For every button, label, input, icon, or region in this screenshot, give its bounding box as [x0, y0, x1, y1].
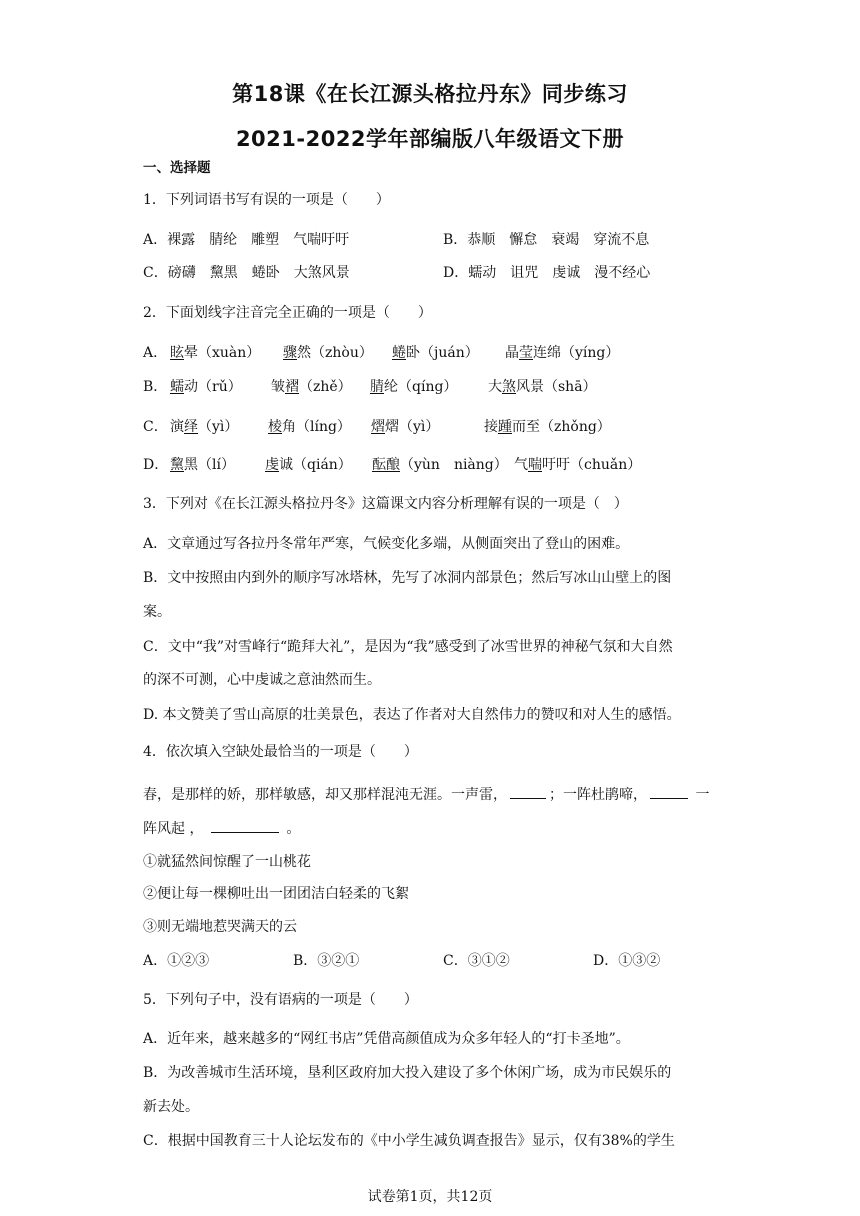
- q2-a-item: 骤然（zhòu）: [283, 345, 373, 361]
- q2-b-item: 蠕动（rǔ）: [170, 379, 242, 395]
- fill-blank: [650, 784, 688, 799]
- q1-option-c: C．磅礴 黧黑 蜷卧 大煞风景: [143, 265, 350, 281]
- q4-sentence-1: ①就猛然间惊醒了一山桃花: [143, 854, 311, 870]
- fill-blank: [211, 818, 279, 833]
- q1-option-a: A．裸露 腈纶 雕塑 气喘吁吁: [143, 232, 350, 248]
- q3-option-c: C．文中“我”对雪峰行“跪拜大礼”，是因为“我”感受到了冰雪世界的神秘气氛和大自然: [143, 639, 673, 655]
- q2-a-item: 眩晕（xuàn）: [170, 345, 261, 361]
- question-1-stem: 1．下列词语书写有误的一项是（ ）: [143, 192, 390, 208]
- q2-a-item: 晶莹连绵（yíng）: [505, 345, 620, 361]
- q1-option-d: D．蠕动 诅咒 虔诚 漫不经心: [443, 265, 651, 281]
- q2-option-a-label: A．: [143, 345, 168, 361]
- q4-sentence-3: ③则无端地惹哭满天的云: [143, 919, 297, 935]
- q4-option-c: C．③①②: [443, 953, 510, 969]
- fill-blank: [510, 784, 546, 799]
- q2-c-item: 演绎（yì）: [170, 419, 239, 435]
- q2-b-item: 大煞风景（shā）: [488, 379, 597, 395]
- q1-option-b: B．恭顺 懈怠 衰竭 穿流不息: [443, 232, 650, 248]
- q3-option-a: A．文章通过写各拉丹冬常年严寒，气候变化多端，从侧面突出了登山的困难。: [143, 536, 630, 552]
- question-5-stem: 5．下列句子中，没有语病的一项是（ ）: [143, 992, 418, 1008]
- question-3-stem: 3．下列对《在长江源头格拉丹冬》这篇课文内容分析理解有误的一项是（ ）: [143, 496, 628, 512]
- q2-b-item: 腈纶（qíng）: [370, 379, 458, 395]
- q2-d-item: 酝酿（yùn niàng）: [372, 457, 508, 473]
- q5-option-b: B．为改善城市生活环境，垦利区政府加大投入建设了多个休闲广场，成为市民娱乐的: [143, 1065, 672, 1081]
- q5-option-c: C．根据中国教育三十人论坛发布的《中小学生减负调查报告》显示，仅有38%的学生: [143, 1133, 675, 1149]
- q2-a-item: 蜷卧（juán）: [392, 345, 479, 361]
- q2-c-item: 棱角（líng）: [268, 419, 351, 435]
- question-4-stem: 4．依次填入空缺处最恰当的一项是（ ）: [143, 744, 418, 760]
- q3-option-d: D. 本文赞美了雪山高原的壮美景色，表达了作者对大自然伟力的赞叹和对人生的感悟。: [143, 707, 681, 723]
- q3-option-b: B．文中按照由内到外的顺序写冰塔林，先写了冰洞内部景色；然后写冰山山壁上的图: [143, 570, 672, 586]
- q2-option-d-label: D．: [143, 457, 169, 473]
- section-heading: 一、选择题: [143, 160, 211, 176]
- q2-c-item: 熠熠（yì）: [371, 419, 440, 435]
- page-title: 第18课《在长江源头格拉丹东》同步练习: [232, 82, 628, 106]
- q4-passage-line2: 阵风起 ， 。: [143, 818, 723, 839]
- q4-option-d: D．①③②: [593, 953, 661, 969]
- q4-passage-line1: 春，是那样的娇，那样敏感，却又那样混沌无涯。一声雷， ；一阵杜鹃啼， 一: [143, 784, 723, 805]
- question-2-stem: 2．下面划线字注音完全正确的一项是（ ）: [143, 305, 432, 321]
- q2-option-b-label: B．: [143, 379, 168, 395]
- q2-c-item: 接踵而至（zhǒng）: [484, 419, 611, 435]
- q2-d-item: 气喘吁吁（chuǎn）: [514, 457, 642, 473]
- q5-option-a: A．近年来，越来越多的“网红书店”凭借高颜值成为众多年轻人的“打卡圣地”。: [143, 1031, 630, 1047]
- q3-option-c-cont: 的深不可测，心中虔诚之意油然而生。: [143, 672, 381, 688]
- q2-option-c-label: C．: [143, 419, 168, 435]
- q2-b-item: 皱褶（zhě）: [271, 379, 352, 395]
- q4-option-a: A．①②③: [143, 953, 210, 969]
- q5-option-b-cont: 新去处。: [143, 1099, 199, 1115]
- page-subtitle: 2021-2022学年部编版八年级语文下册: [235, 127, 625, 151]
- q2-d-item: 虔诚（qián）: [265, 457, 352, 473]
- q3-option-b-cont: 案。: [143, 604, 171, 620]
- page-footer: 试卷第1页，共12页: [367, 1189, 493, 1205]
- q4-option-b: B．③②①: [293, 953, 360, 969]
- q2-d-item: 黧黑（lí）: [170, 457, 235, 473]
- q4-sentence-2: ②便让每一棵柳吐出一团团洁白轻柔的飞絮: [143, 886, 409, 902]
